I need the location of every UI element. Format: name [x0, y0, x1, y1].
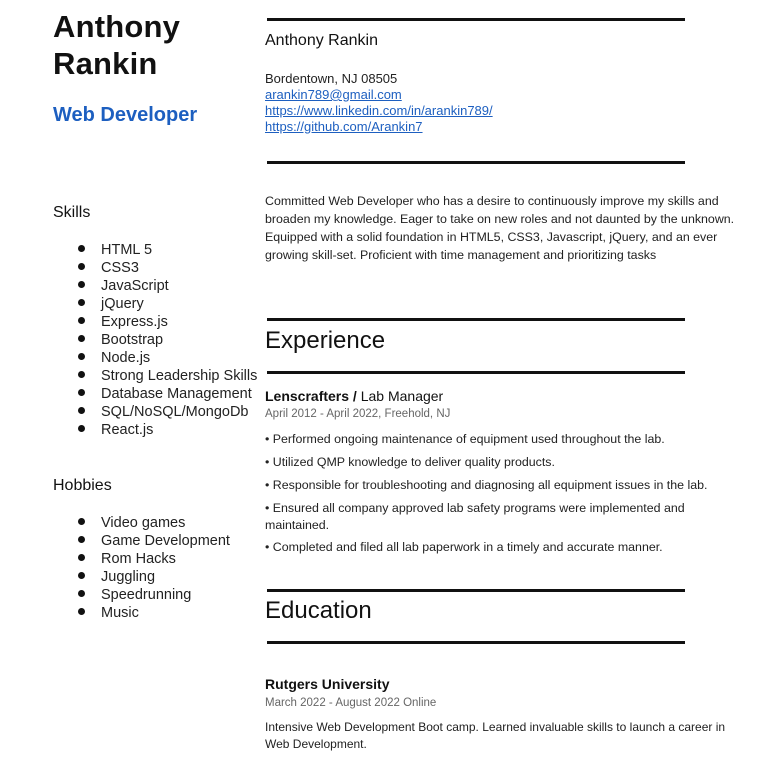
contact-name: Anthony Rankin [265, 32, 378, 49]
list-item: Juggling [78, 568, 230, 586]
education-description: Intensive Web Development Boot camp. Learned invaluable skills to launch a career in Web Development. [265, 720, 726, 751]
bullet-icon [78, 590, 85, 597]
duty-item: • Utilized QMP knowledge to deliver quality products. [265, 455, 555, 469]
bullet-icon [78, 407, 85, 414]
bullet-icon [78, 371, 85, 378]
bullet-icon [78, 335, 85, 342]
github-link[interactable]: https://github.com/Arankin7 [265, 119, 423, 134]
list-item: Bootstrap [78, 331, 257, 349]
education-heading: Education [265, 597, 372, 624]
bullet-icon [78, 245, 85, 252]
job-entry-title [265, 388, 443, 404]
bullet-icon [78, 572, 85, 579]
bullet-icon [78, 425, 85, 432]
duty-item: • Performed ongoing maintenance of equipment used throughout the lab. [265, 432, 665, 446]
bullet-icon [78, 554, 85, 561]
bullet-icon [78, 299, 85, 306]
bullet-icon [78, 608, 85, 615]
duty-item: • Completed and filed all lab paperwork in a timely and accurate manner. [265, 540, 663, 554]
bullet-icon [78, 263, 85, 270]
list-item: jQuery [78, 295, 257, 313]
address: Bordentown, NJ 08505 [265, 71, 398, 86]
skills-list [78, 241, 257, 439]
divider [267, 371, 685, 374]
company-name: Lenscrafters / [265, 388, 357, 404]
divider [267, 18, 685, 21]
linkedin-link[interactable]: https://www.linkedin.com/in/arankin789/ [265, 103, 493, 118]
bullet-icon [78, 536, 85, 543]
divider [267, 318, 685, 321]
job-dates-location: April 2012 - April 2022, Freehold, NJ [265, 408, 451, 420]
candidate-name: Anthony Rankin [53, 9, 181, 81]
list-item: React.js [78, 421, 257, 439]
bullet-icon [78, 389, 85, 396]
list-item: Strong Leadership Skills [78, 367, 257, 385]
list-item: JavaScript [78, 277, 257, 295]
list-item: Rom Hacks [78, 550, 230, 568]
summary-paragraph: Committed Web Developer who has a desire to continuously improve my skills and broaden my knowledge. Eager to take on new roles and not daunted by the unknown. Equipped with a solid foundation in HTML5, CSS3, Javascript, jQuery, and an ever growing skill-set. Proficient with time management and prioritizing tasks [265, 194, 735, 262]
list-item: Database Management [78, 385, 257, 403]
list-item: Music [78, 604, 230, 622]
hobbies-list [78, 514, 230, 622]
divider [267, 161, 685, 164]
email-link[interactable]: arankin789@gmail.com [265, 87, 402, 102]
list-item: SQL/NoSQL/MongoDb [78, 403, 257, 421]
bullet-icon [78, 317, 85, 324]
experience-heading: Experience [265, 327, 386, 354]
bullet-icon [78, 518, 85, 525]
list-item: CSS3 [78, 259, 257, 277]
bullet-icon [78, 281, 85, 288]
list-item: Node.js [78, 349, 257, 367]
job-title-heading: Web Developer [53, 104, 198, 126]
skills-heading: Skills [53, 204, 91, 221]
duty-item: • Ensured all company approved lab safety programs were implemented and maintained. [265, 501, 685, 532]
divider [267, 641, 685, 644]
education-dates: March 2022 - August 2022 Online [265, 697, 437, 709]
list-item: Video games [78, 514, 230, 532]
list-item: Express.js [78, 313, 257, 331]
divider [267, 589, 685, 592]
bullet-icon [78, 353, 85, 360]
school-name: Rutgers University [265, 676, 390, 692]
list-item: Speedrunning [78, 586, 230, 604]
list-item: HTML 5 [78, 241, 257, 259]
list-item: Game Development [78, 532, 230, 550]
hobbies-heading: Hobbies [53, 477, 112, 494]
role-name: Lab Manager [360, 388, 444, 404]
duty-item: • Responsible for troubleshooting and diagnosing all equipment issues in the lab. [265, 478, 708, 492]
